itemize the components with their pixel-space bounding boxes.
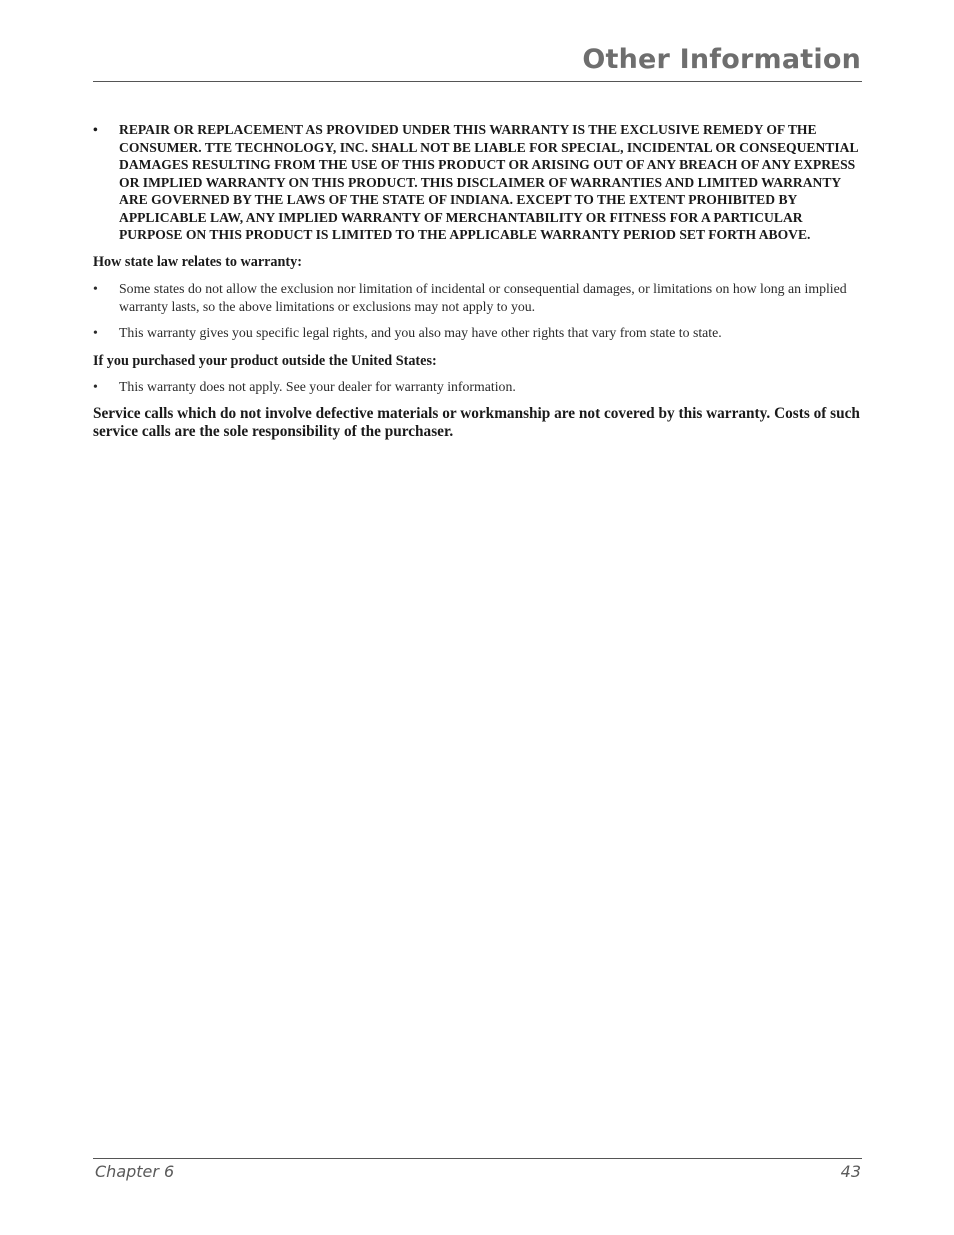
state-law-item-text: This warranty gives you specific legal rights, and you also may have other rights that vary from state to state. bbox=[119, 324, 722, 340]
bullet-marker: • bbox=[93, 378, 98, 394]
bullet-marker: • bbox=[93, 280, 98, 296]
page-title: Other Information bbox=[582, 44, 861, 75]
state-law-heading: How state law relates to warranty: bbox=[93, 253, 302, 270]
warranty-disclaimer-bullet bbox=[93, 121, 862, 244]
bullet-marker: • bbox=[93, 324, 98, 340]
footer-divider bbox=[93, 1158, 862, 1159]
outside-us-item bbox=[93, 378, 862, 396]
outside-us-item-text: This warranty does not apply. See your dealer for warranty information. bbox=[119, 378, 516, 394]
outside-us-heading: If you purchased your product outside the United States: bbox=[93, 352, 437, 369]
header-divider bbox=[93, 81, 862, 82]
page-content bbox=[93, 121, 862, 441]
state-law-item bbox=[93, 280, 862, 316]
service-calls-paragraph: Service calls which do not involve defective materials or workmanship are not covered by this warranty. Costs of such service calls are the sole responsibility of the purchaser. bbox=[93, 404, 860, 440]
footer-page-number: 43 bbox=[840, 1162, 861, 1181]
warranty-disclaimer-text: REPAIR OR REPLACEMENT AS PROVIDED UNDER THIS WARRANTY IS THE EXCLUSIVE REMEDY OF THE CONSUMER. TTE TECHNOLOGY, INC. SHALL NOT BE LIABLE FOR SPECIAL, INCIDENTAL OR CONSEQUENTIAL DAMAGES RESULTING FROM THE USE OF THIS PRODUCT OR ARISING OUT OF ANY BREACH OF ANY EXPRESS OR IMPLIED WARRANTY ON THIS PRODUCT. THIS DISCLAIMER OF WARRANTIES AND LIMITED WARRANTY ARE GOVERNED BY THE LAWS OF THE STATE OF INDIANA. EXCEPT TO THE EXTENT PROHIBITED BY APPLICABLE LAW, ANY IMPLIED WARRANTY OF MERCHANTABILITY OR FITNESS FOR A PARTICULAR PURPOSE ON THIS PRODUCT IS LIMITED TO THE APPLICABLE WARRANTY PERIOD SET FORTH ABOVE. bbox=[119, 122, 858, 242]
state-law-item bbox=[93, 324, 862, 342]
state-law-item-text: Some states do not allow the exclusion nor limitation of incidental or consequential damages, or limitations on how long an implied warranty lasts, so the above limitations or exclusions may not apply to you. bbox=[119, 280, 847, 314]
footer-chapter: Chapter 6 bbox=[95, 1162, 175, 1181]
bullet-marker: • bbox=[93, 122, 98, 137]
